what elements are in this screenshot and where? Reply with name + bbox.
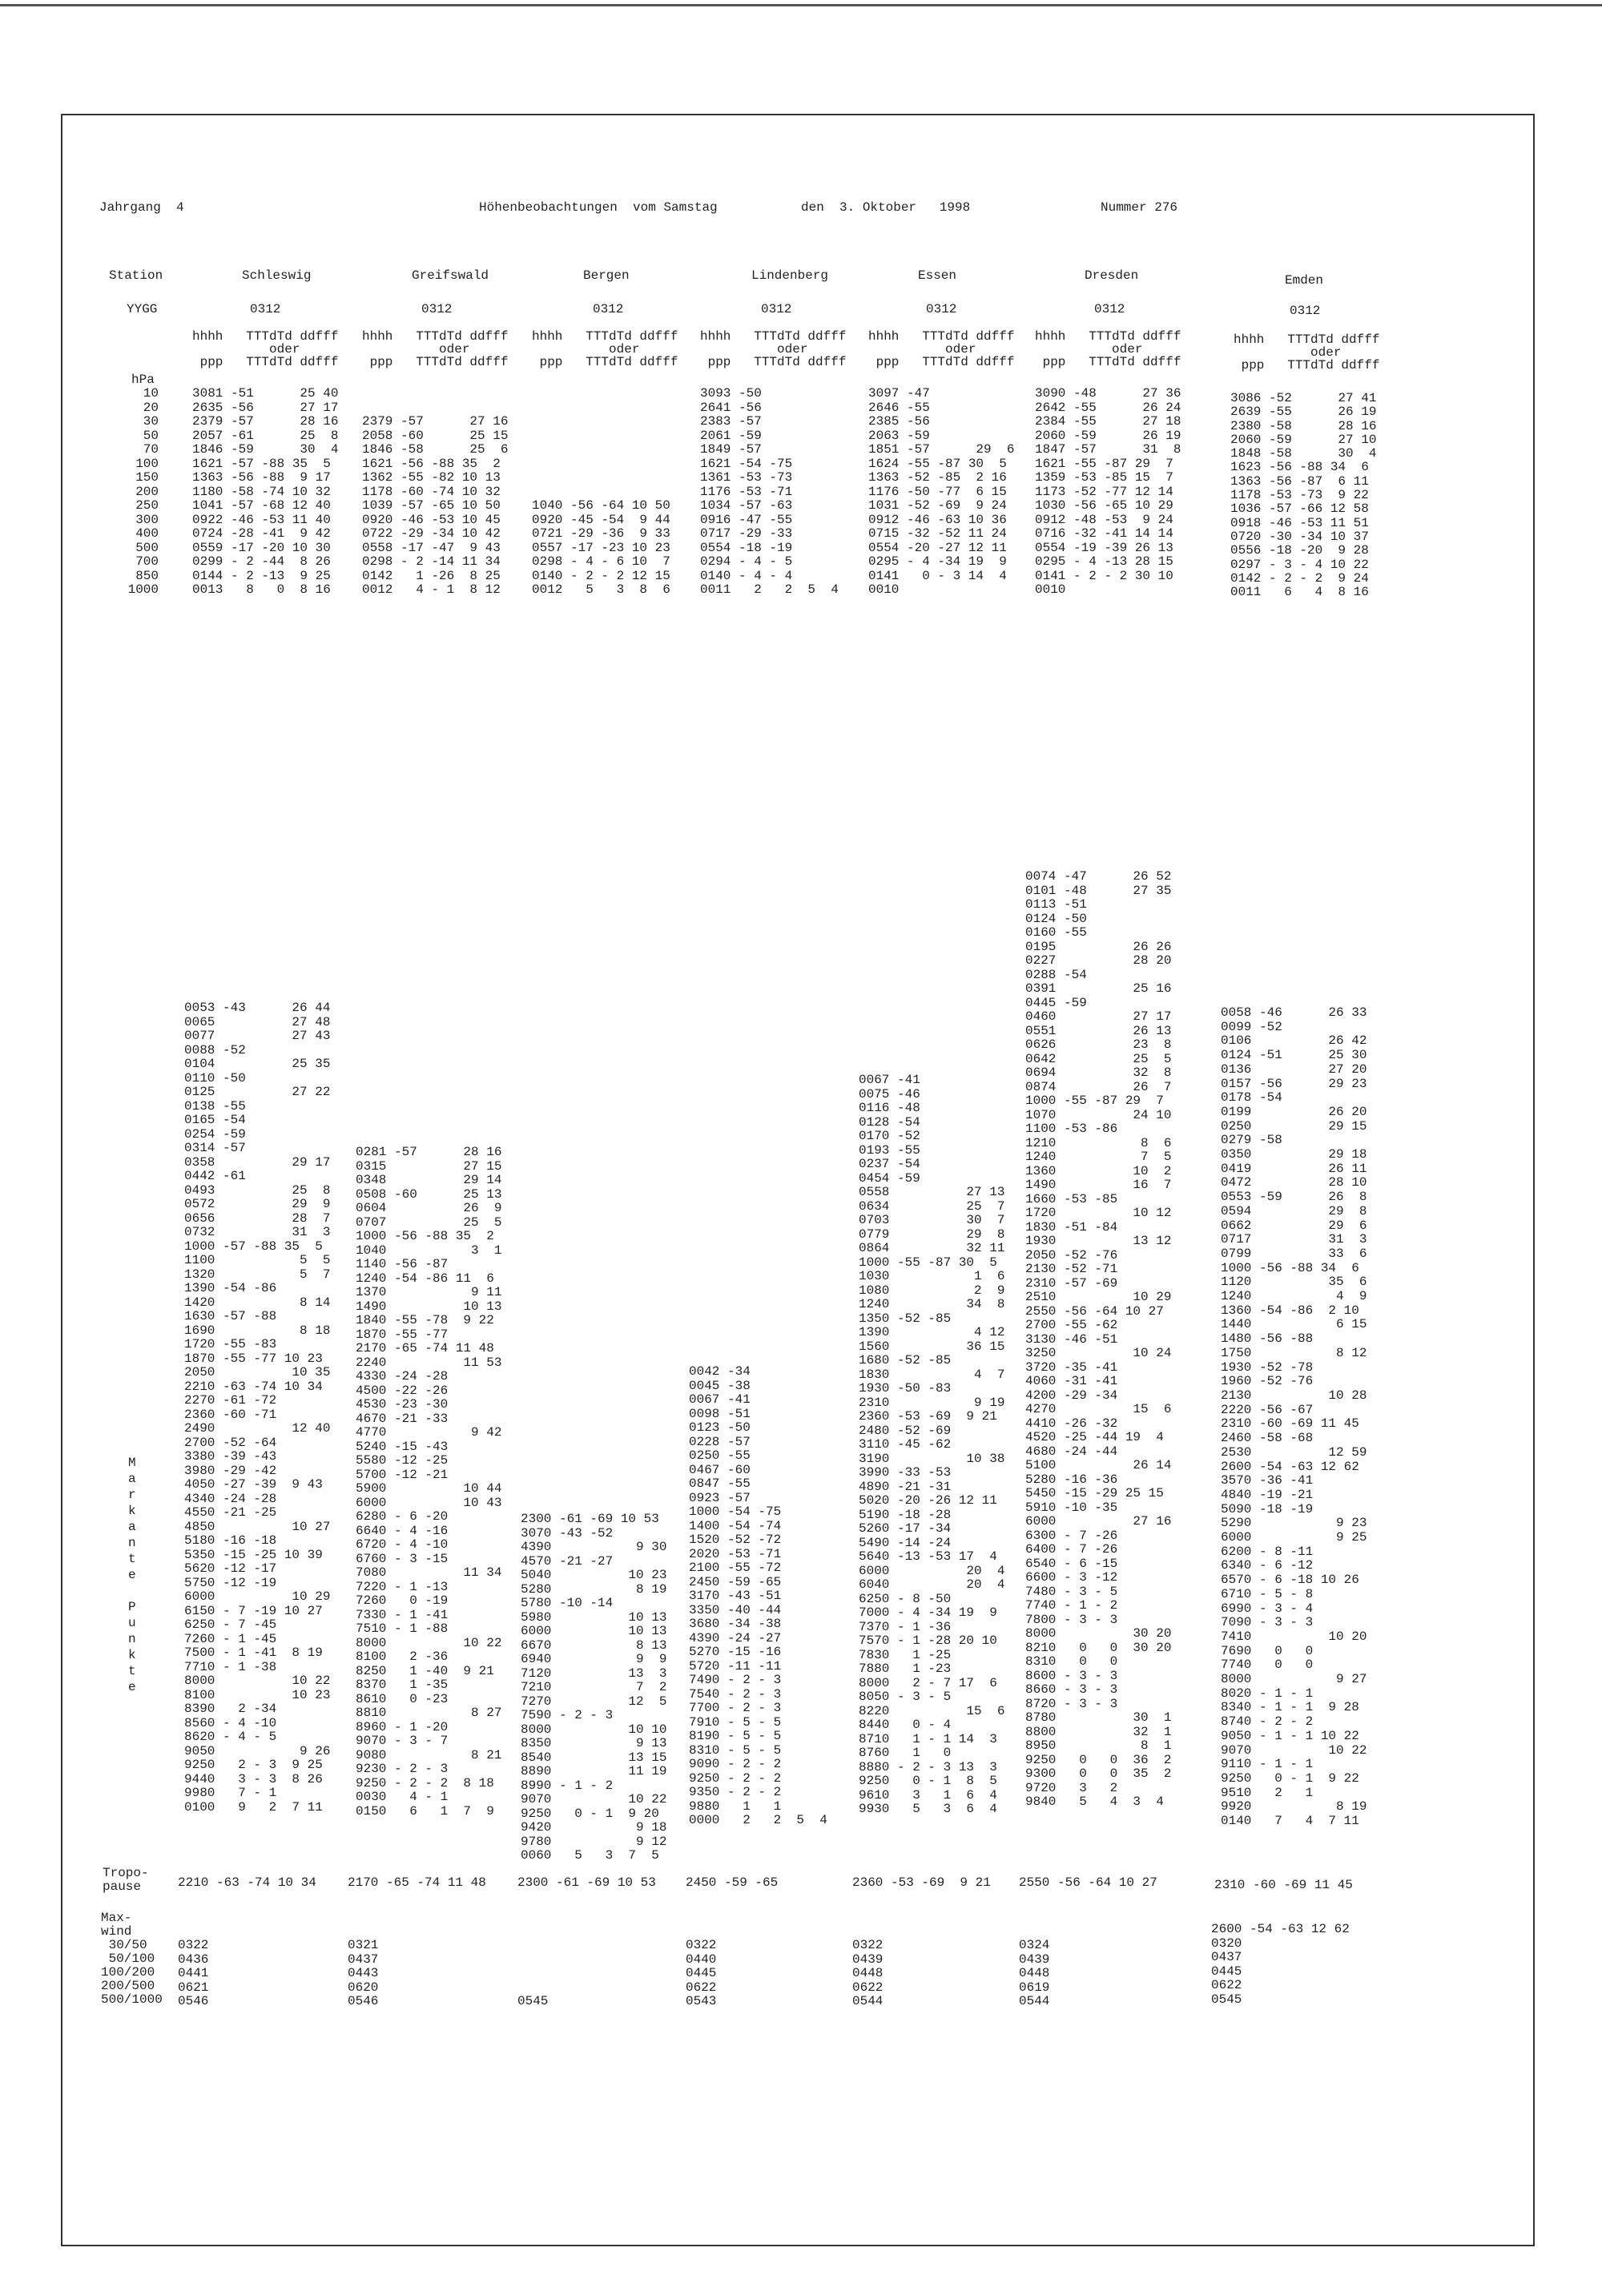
tropopause-values: 2360 -53 -69 9 21 (852, 1875, 991, 1890)
significant-points: 0067 -41 0075 -46 0116 -48 0128 -54 0170 -52 0193 -55 0237 -54 0454 -59 0558 27 13 0634 25 7 0703 30 7 0779 29 8 0864 32 11 1000 -55 -87 30 5 1030 1 6 1080 2 9 1240 34 8 1350 -52 -85 1390 4 12 1560 36 15 1680 -52 -85 1830 4 7 1930 -50 -83 2310 9 19 2360 -53 -69 9 21 2480 -52 -69 3110 -45 -62 3190 10 38 3990 -33 -53 4890 -21 -31 5020 -20 -26 12 11 5190 -18 -28 5260 -17 -34 5490 -14 -24 5640 -13 -53 17 4 6000 20 4 6040 20 4 6250 - 8 -50 7000 - 4 -34 19 9 7370 - 1 -36 7570 - 1 -28 20 10 7830 1 -25 7880 1 -23 8000 2 - 7 17 6 8050 - 3 - 5 8220 15 6 8440 0 - 4 8710 1 - 1 14 3 8760 1 0 8880 - 2 - 3 13 3 9250 0 - 1 8 5 9610 3 1 6 4 9930 5 3 6 4 (859, 1073, 1005, 1816)
tropopause-values: 2300 -61 -69 10 53 (517, 1875, 656, 1890)
standard-levels: 3093 -50 2641 -56 2383 -57 2061 -59 1849 -57 1621 -54 -75 1361 -53 -73 1176 -53 -71 1034 -57 -63 0916 -47 -55 0717 -29 -33 0554 -18 -19 0294 - 4 - 5 0140 - 4 - 4 0011 2 2 5 4 (700, 386, 839, 597)
station-name: Bergen (583, 268, 630, 283)
station-yygg: 0312 (421, 302, 453, 316)
maxwind-values: 0322 0439 0448 0622 0544 (852, 1938, 884, 2008)
issue-number: Nummer 276 (1101, 200, 1178, 215)
pressure-levels: 10 20 30 50 70 100 150 200 250 300 400 500 700 850 1000 (127, 386, 159, 597)
maxwind-values: 2600 -54 -63 12 62 0320 0437 0445 0622 0545 (1211, 1922, 1350, 2007)
station-name: Schleswig (242, 268, 312, 283)
scan-top-line (0, 4, 1602, 6)
maxwind-values: 0324 0439 0448 0619 0544 (1019, 1938, 1050, 2008)
station-name: Emden (1285, 273, 1324, 288)
standard-levels: 3086 -52 27 41 2639 -55 26 19 2380 -58 28 16 2060 -59 27 10 1848 -58 30 4 1623 -56 -88 34 6 1363 -56 -87 6 11 1178 -53 -73 9 22 1036 -57 -66 12 58 0918 -46 -53 11 51 0720 -30 -34 10 37 0556 -18 -20 9 28 0297 - 3 - 4 10 22 0142 - 2 - 2 9 24 0011 6 4 8 16 (1230, 391, 1377, 600)
standard-levels: 3081 -51 25 40 2635 -56 27 17 2379 -57 28 16 2057 -61 25 8 1846 -59 30 4 1621 -57 -88 35 5 1363 -56 -88 9 17 1180 -58 -74 10 32 1041 -57 -68 12 40 0922 -46 -53 11 40 0724 -28 -41 9 42 0559 -17 -20 10 30 0299 - 2 -44 8 26 0144 - 2 -13 9 25 0013 8 0 8 16 (192, 386, 339, 597)
station-yygg: 0312 (1290, 304, 1321, 318)
column-header: hhhh TTTdTd ddfff oder ppp TTTdTd ddfff (700, 329, 847, 369)
station-name: Greifswald (412, 268, 489, 283)
station-yygg: 0312 (761, 302, 792, 316)
significant-points: 0074 -47 26 52 0101 -48 27 35 0113 -51 0124 -50 0160 -55 0195 26 26 0227 28 20 0288 -54 0391 25 16 0445 -59 0460 27 17 0551 26 13 0626 23 8 0642 25 5 0694 32 8 0874 26 7 1000 -55 -87 29 7 1070 24 10 1100 -53 -86 1210 8 6 1240 7 5 1360 10 2 1490 16 7 1660 -53 -85 1720 10 12 1830 -51 -84 1930 13 12 2050 -52 -76 2130 -52 -71 2310 -57 -69 2510 10 29 2550 -56 -64 10 27 2700 -55 -62 3130 -46 -51 3250 10 24 3720 -35 -41 4060 -31 -41 4200 -29 -34 4270 15 6 4410 -26 -32 4520 -25 -44 19 4 4680 -24 -44 5100 26 14 5280 -16 -36 5450 -15 -29 25 15 5910 -10 -35 6000 27 16 6300 - 7 -26 6400 - 7 -26 6540 - 6 -15 6600 - 3 -12 7480 - 3 - 5 7740 - 1 - 2 7800 - 3 - 3 8000 30 20 8210 0 0 30 20 8310 0 0 8600 - 3 - 3 8660 - 3 - 3 8720 - 3 - 3 8780 30 1 8800 32 1 8950 8 1 9250 0 0 36 2 9300 0 0 35 2 9720 3 2 9840 5 4 3 4 (1025, 869, 1172, 1809)
maxwind-values: 0322 0440 0445 0622 0543 (686, 1938, 717, 2008)
standard-levels: 3090 -48 27 36 2642 -55 26 24 2384 -55 27 18 2060 -59 26 19 1847 -57 31 8 1621 -55 -87 29 7 1359 -53 -85 15 7 1173 -52 -77 12 14 1030 -56 -65 10 29 0912 -48 -53 9 24 0716 -32 -41 14 14 0554 -19 -39 26 13 0295 - 4 -13 28 15 0141 - 2 - 2 30 10 0010 (1035, 386, 1181, 597)
maxwind-label: Max- wind 30/50 50/100 100/200 200/500 500/1000 (101, 1911, 163, 2007)
column-header: hhhh TTTdTd ddfff oder ppp TTTdTd ddfff (868, 329, 1015, 369)
station-name: Dresden (1085, 268, 1139, 283)
tropopause-values: 2310 -60 -69 11 45 (1214, 1878, 1353, 1892)
column-header: hhhh TTTdTd ddfff oder ppp TTTdTd ddfff (1234, 332, 1380, 373)
tropopause-label: Tropo- pause (103, 1866, 149, 1894)
maxwind-values: 0545 (517, 1994, 549, 2008)
maxwind-values: 0322 0436 0441 0621 0546 (178, 1938, 209, 2008)
station-yygg: 0312 (1094, 302, 1125, 316)
station-label: Station (109, 268, 163, 283)
column-header: hhhh TTTdTd ddfff oder ppp TTTdTd ddfff (362, 329, 509, 369)
hpa-label: hPa (131, 373, 155, 387)
tropopause-values: 2450 -59 -65 (686, 1875, 779, 1890)
station-yygg: 0312 (250, 302, 281, 316)
significant-points: 0281 -57 28 16 0315 27 15 0348 29 14 0508 -60 25 13 0604 26 9 0707 25 5 1000 -56 -88 35 2 1040 3 1 1140 -56 -87 1240 -54 -86 11 6 1370 9 11 1490 10 13 1840 -55 -78 9 22 1870 -55 -77 2170 -65 -74 11 48 2240 11 53 4330 -24 -28 4500 -22 -26 4530 -23 -30 4670 -21 -33 4770 9 42 5240 -15 -43 5580 -12 -25 5700 -12 -21 5900 10 44 6000 10 43 6280 - 6 -20 6640 - 4 -16 6720 - 4 -10 6760 - 3 -15 7080 11 34 7220 - 1 -13 7260 0 -19 7330 - 1 -41 7510 - 1 -88 8000 10 22 8100 2 -36 8250 1 -40 9 21 8370 1 -35 8610 0 -23 8810 8 27 8960 - 1 -20 9070 - 3 - 7 9080 8 21 9230 - 2 - 3 9250 - 2 - 2 8 18 0030 4 - 1 0150 6 1 7 9 (356, 1145, 502, 1819)
markante-punkte-label: M a r k a n t e P u n k t e (128, 1456, 136, 1694)
station-yygg: 0312 (926, 302, 957, 316)
tropopause-values: 2210 -63 -74 10 34 (178, 1875, 316, 1890)
significant-points: 2300 -61 -69 10 53 3070 -43 -52 4390 9 30 4570 -21 -27 5040 10 23 5280 8 19 5780 -10 -14 5980 10 13 6000 10 13 6670 8 13 6940 9 9 7120 13 3 7210 7 2 7270 12 5 7590 - 2 - 3 8000 10 10 8350 9 13 8540 13 15 8890 11 19 8990 - 1 - 2 9070 10 22 9250 0 - 1 9 20 9420 9 18 9780 9 12 0060 5 3 7 5 (521, 1512, 667, 1863)
tropopause-values: 2170 -65 -74 11 48 (348, 1875, 486, 1890)
standard-levels: 1040 -56 -64 10 50 0920 -45 -54 9 44 0721 -29 -36 9 33 0557 -17 -23 10 23 0298 - 4 - 6 10 7 0140 - 2 - 2 12 15 0012 5 3 8 6 (532, 498, 670, 597)
page-title: Höhenbeobachtungen vom Samstag (479, 200, 718, 215)
yygg-label: YYGG (127, 302, 158, 316)
date-label: den 3. Oktober 1998 (801, 200, 971, 215)
standard-levels: 3097 -47 2646 -55 2385 -56 2063 -59 1851 -57 29 6 1624 -55 -87 30 5 1363 -52 -85 2 16 1176 -50 -77 6 15 1031 -52 -69 9 24 0912 -46 -63 10 36 0715 -32 -52 11 24 0554 -20 -27 12 11 0295 - 4 -34 19 9 0141 0 - 3 14 4 0010 (868, 386, 1015, 597)
station-yygg: 0312 (593, 302, 624, 316)
standard-levels: 2379 -57 27 16 2058 -60 25 15 1846 -58 25 6 1621 -56 -88 35 2 1362 -55 -82 10 13 1178 -60 -74 10 32 1039 -57 -65 10 50 0920 -46 -53 10 45 0722 -29 -34 10 42 0558 -17 -47 9 43 0298 - 2 -14 11 34 0142 1 -26 8 25 0012 4 - 1 8 12 (362, 414, 509, 597)
tropopause-values: 2550 -56 -64 10 27 (1019, 1875, 1157, 1890)
maxwind-values: 0321 0437 0443 0620 0546 (348, 1938, 379, 2008)
column-header: hhhh TTTdTd ddfff oder ppp TTTdTd ddfff (192, 329, 339, 369)
column-header: hhhh TTTdTd ddfff oder ppp TTTdTd ddfff (532, 329, 678, 369)
column-header: hhhh TTTdTd ddfff oder ppp TTTdTd ddfff (1035, 329, 1181, 369)
significant-points: 0053 -43 26 44 0065 27 48 0077 27 43 0088 -52 0104 25 35 0110 -50 0125 27 22 0138 -55 0165 -54 0254 -59 0314 -57 0358 29 17 0442 -61 0493 25 8 0572 29 9 0656 28 7 0732 31 3 1000 -57 -88 35 5 1100 5 5 1320 5 7 1390 -54 -86 1420 8 14 1630 -57 -88 1690 8 18 1720 -55 -83 1870 -55 -77 10 23 2050 10 35 2210 -63 -74 10 34 2270 -61 -72 2360 -60 -71 2490 12 40 2700 -52 -64 3380 -39 -43 3980 -29 -42 4050 -27 -39 9 43 4340 -24 -28 4550 -21 -25 4850 10 27 5180 -16 -18 5350 -15 -25 10 39 5620 -12 -17 5750 -12 -19 6000 10 29 6150 - 7 -19 10 27 6250 - 7 -45 7260 - 1 -45 7500 - 1 -41 8 19 7710 - 1 -38 8000 10 22 8100 10 23 8390 2 -34 8560 - 4 -10 8620 - 4 - 5 9050 9 26 9250 2 - 3 9 25 9440 3 - 3 8 26 9980 7 - 1 0100 9 2 7 11 (184, 1001, 331, 1815)
significant-points: 0058 -46 26 33 0099 -52 0106 26 42 0124 -51 25 30 0136 27 20 0157 -56 29 23 0178 -54 0199 26 20 0250 29 15 0279 -58 0350 29 18 0419 26 11 0472 28 10 0553 -59 26 8 0594 29 8 0662 29 6 0717 31 3 0799 33 6 1000 -56 -88 34 6 1120 35 6 1240 4 9 1360 -54 -86 2 10 1440 6 15 1480 -56 -88 1750 8 12 1930 -52 -78 1960 -52 -76 2130 10 28 2220 -56 -67 2310 -60 -69 11 45 2460 -58 -68 2530 12 59 2600 -54 -63 12 62 3570 -36 -41 4840 -19 -21 5090 -18 -19 5290 9 23 6000 9 25 6200 - 8 -11 6340 - 6 -12 6570 - 6 -18 10 26 6710 - 5 - 8 6990 - 3 - 4 7090 - 3 - 3 7410 10 20 7690 0 0 7740 0 0 8000 9 27 8020 - 1 - 1 8340 - 1 - 1 9 28 8740 - 2 - 2 9050 - 1 - 1 10 22 9070 10 22 9110 - 1 - 1 9250 0 - 1 9 22 9510 2 1 9920 8 19 0140 7 4 7 11 (1221, 1005, 1367, 1829)
significant-points: 0042 -34 0045 -38 0067 -41 0098 -51 0123 -50 0228 -57 0250 -55 0467 -60 0847 -55 0923 -57 1000 -54 -75 1400 -54 -74 1520 -52 -72 2020 -53 -71 2100 -55 -72 2450 -59 -65 3170 -43 -51 3350 -40 -44 3680 -34 -38 4390 -24 -27 5270 -15 -16 5720 -11 -11 7490 - 2 - 3 7540 - 2 - 3 7700 - 2 - 3 7910 - 5 - 5 8190 - 5 - 5 8310 - 5 - 5 9090 - 2 - 2 9250 - 2 - 2 9350 - 2 - 2 9880 1 1 0000 2 2 5 4 (689, 1364, 827, 1827)
station-name: Essen (918, 268, 957, 283)
volume-label: Jahrgang 4 (99, 200, 184, 215)
station-name: Lindenberg (751, 268, 829, 283)
